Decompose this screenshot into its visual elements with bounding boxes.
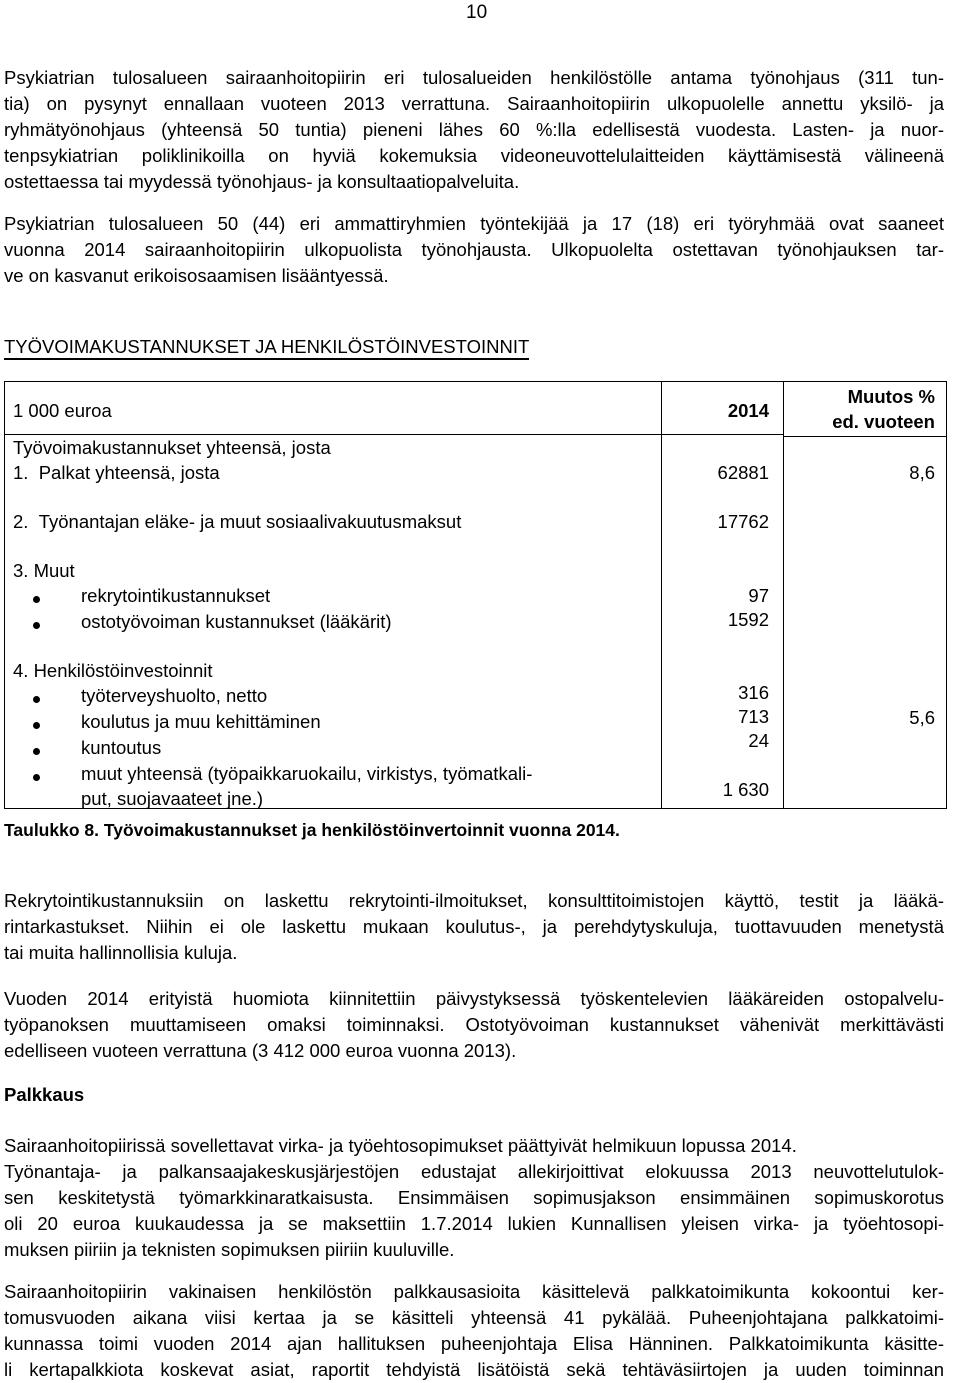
list-item [33, 764, 40, 786]
text-line: edelliseen vuoteen verrattuna (3 412 000 euroa vuonna 2013). [4, 1040, 517, 1061]
table-row-value: 97 [748, 585, 769, 606]
table-row-label: 3. Muut [13, 560, 75, 581]
table-row-value: 713 [738, 706, 769, 727]
text-line: li kertapalkkiota koskevat asiat, raportit tehdyistä lisätöistä sekä tehtäväsiirtojen ja uuden toiminnan [4, 1359, 944, 1380]
list-item-label: työterveyshuolto, netto [81, 685, 268, 706]
table-row-value: 17762 [717, 511, 769, 532]
table-caption: Taulukko 8. Työvoimakustannukset ja henkilöstöinvertoinnit vuonna 2014. [4, 820, 620, 840]
list-item [33, 686, 40, 708]
list-item [33, 712, 40, 734]
table-row-value: 62881 [717, 462, 769, 483]
table-header-unit: 1 000 euroa [13, 400, 112, 421]
table-divider [5, 434, 783, 435]
bullet-icon [33, 748, 40, 755]
table-divider [783, 382, 784, 808]
text-line: ve on kasvanut erikoisosaamisen lisääntyessä. [4, 265, 389, 286]
text-line: tomusvuoden aikana viisi kertaa ja se käsitteli yhteensä 41 pykälää. Puheenjohtajana palkkatoimi- [4, 1307, 944, 1328]
text-line: Vuoden 2014 erityistä huomiota kiinnitettiin päivystyksessä työskentelevien lääkäreiden ostopalvelu- [4, 988, 944, 1009]
text-line: ryhmätyönohjaus (yhteensä 50 tuntia) pieneni lähes 60 %:lla edellisestä vuodesta. Lasten- ja nuor- [4, 119, 944, 140]
table-row-label: 1. Palkat yhteensä, josta [13, 462, 220, 483]
text-line: Psykiatrian tulosalueen 50 (44) eri ammattiryhmien työntekijää ja 17 (18) eri työryhmää ovat saaneet [4, 213, 944, 234]
list-item-label: muut yhteensä (työpaikkaruokailu, virkistys, työmatkali- [81, 763, 533, 784]
table-header-change: Muutos % [847, 386, 935, 407]
text-line: tai muita hallinnollisia kuluja. [4, 942, 238, 963]
text-line: Sairaanhoitopiirin vakinaisen henkilöstön palkkausasioita käsittelevä palkkatoimikunta kokoontui ker- [4, 1281, 944, 1302]
page-number: 10 [466, 2, 488, 23]
paragraph-rekrytointikustannukset [4, 888, 944, 966]
section-heading-text: TYÖVOIMAKUSTANNUKSET JA HENKILÖSTÖINVESTOINNIT [4, 336, 529, 360]
table-header-change: ed. vuoteen [832, 411, 935, 432]
bullet-icon [33, 774, 40, 781]
text-line: muksen piiriin ja teknisten sopimuksen piiriin kuuluville. [4, 1239, 455, 1260]
text-line: tenpsykiatrian poliklinikoilla on hyviä kokemuksia videoneuvottelulaitteiden käyttämisestä välineenä [4, 145, 944, 166]
text-line: Sairaanhoitopiirissä sovellettavat virka- ja työehtosopimukset päättyivät helmikuun lopussa 2014. [4, 1135, 797, 1156]
list-item-label: rekrytointikustannukset [81, 585, 271, 606]
section-heading [4, 336, 529, 358]
list-item-label: koulutus ja muu kehittäminen [81, 711, 321, 732]
list-item-label: put, suojavaateet jne.) [81, 788, 264, 809]
paragraph-ulkopuolinen-tyonohjaus [4, 211, 944, 289]
table-row-change: 8,6 [909, 462, 935, 483]
text-line: vuonna 2014 sairaanhoitopiirin ulkopuolista työnohjausta. Ulkopuolelta ostettavan työnohjauksen tar- [4, 239, 944, 260]
paragraph-palkkatoimikunta [4, 1279, 944, 1383]
table-row-value: 1592 [727, 609, 769, 630]
text-line: ostettaessa tai myydessä työnohjaus- ja konsultaatiopalveluita. [4, 171, 520, 192]
list-item [33, 612, 40, 634]
list-item [33, 586, 40, 608]
text-line: sen keskitetystä työmarkkinaratkaisusta. Ensimmäisen sopimusjakson ensimmäinen sopimuskorotus [4, 1187, 944, 1208]
bullet-icon [33, 696, 40, 703]
table-row-label: 4. Henkilöstöinvestoinnit [13, 660, 213, 681]
cost-table [4, 381, 947, 809]
text-line: tia) on pysynyt ennallaan vuoteen 2013 verrattuna. Sairaanhoitopiirin ulkopuolelle annettu yksilö- ja [4, 93, 944, 114]
bullet-icon [33, 622, 40, 629]
table-divider [783, 436, 946, 437]
text-line: kunnassa toimi vuoden 2014 ajan hallituksen puheenjohtaja Elisa Hänninen. Palkkatoimikunta käsitte- [4, 1333, 944, 1354]
text-line: Työnantaja- ja palkansaajakeskusjärjestöjen edustajat allekirjoittivat elokuussa 2013 neuvottelutulok- [4, 1161, 944, 1182]
paragraph-ostotyovoima [4, 986, 944, 1064]
table-total-label: Työvoimakustannukset yhteensä, josta [13, 437, 331, 458]
table-header-year: 2014 [727, 400, 769, 421]
bullet-icon [33, 722, 40, 729]
list-item [33, 738, 40, 760]
text-line: Psykiatrian tulosalueen sairaanhoitopiirin eri tulosalueiden henkilöstölle antama työnohjaus (311 tun- [4, 67, 944, 88]
paragraph-tyonohjaus [4, 65, 944, 195]
list-item-label: ostotyövoiman kustannukset (lääkärit) [81, 611, 392, 632]
table-row-label: 2. Työnantajan eläke- ja muut sosiaalivakuutusmaksut [13, 511, 462, 532]
list-item-label: kuntoutus [81, 737, 162, 758]
text-line: työpanoksen muuttamiseen omaksi toiminnaksi. Ostotyövoiman kustannukset vähenivät merkittävästi [4, 1014, 944, 1035]
paragraph-sopimukset [4, 1133, 944, 1263]
text-line: oli 20 euroa kuukaudessa ja se maksettiin 1.7.2014 lukien Kunnallisen yleisen virka- ja työehtosopi- [4, 1213, 944, 1234]
text-line: rintarkastukset. Niihin ei ole laskettu mukaan koulutus-, ja perehdytyskuluja, tuottavuuden menetystä [4, 916, 944, 937]
table-row-value: 24 [748, 730, 769, 751]
text-line: Rekrytointikustannuksiin on laskettu rekrytointi-ilmoitukset, konsulttitoimistojen käyttö, testit ja lääkä- [4, 890, 944, 911]
bullet-icon [33, 596, 40, 603]
subheading-palkkaus: Palkkaus [4, 1084, 85, 1105]
table-row-value: 1 630 [722, 779, 769, 800]
table-row-change: 5,6 [909, 707, 935, 728]
table-row-value: 316 [738, 682, 769, 703]
